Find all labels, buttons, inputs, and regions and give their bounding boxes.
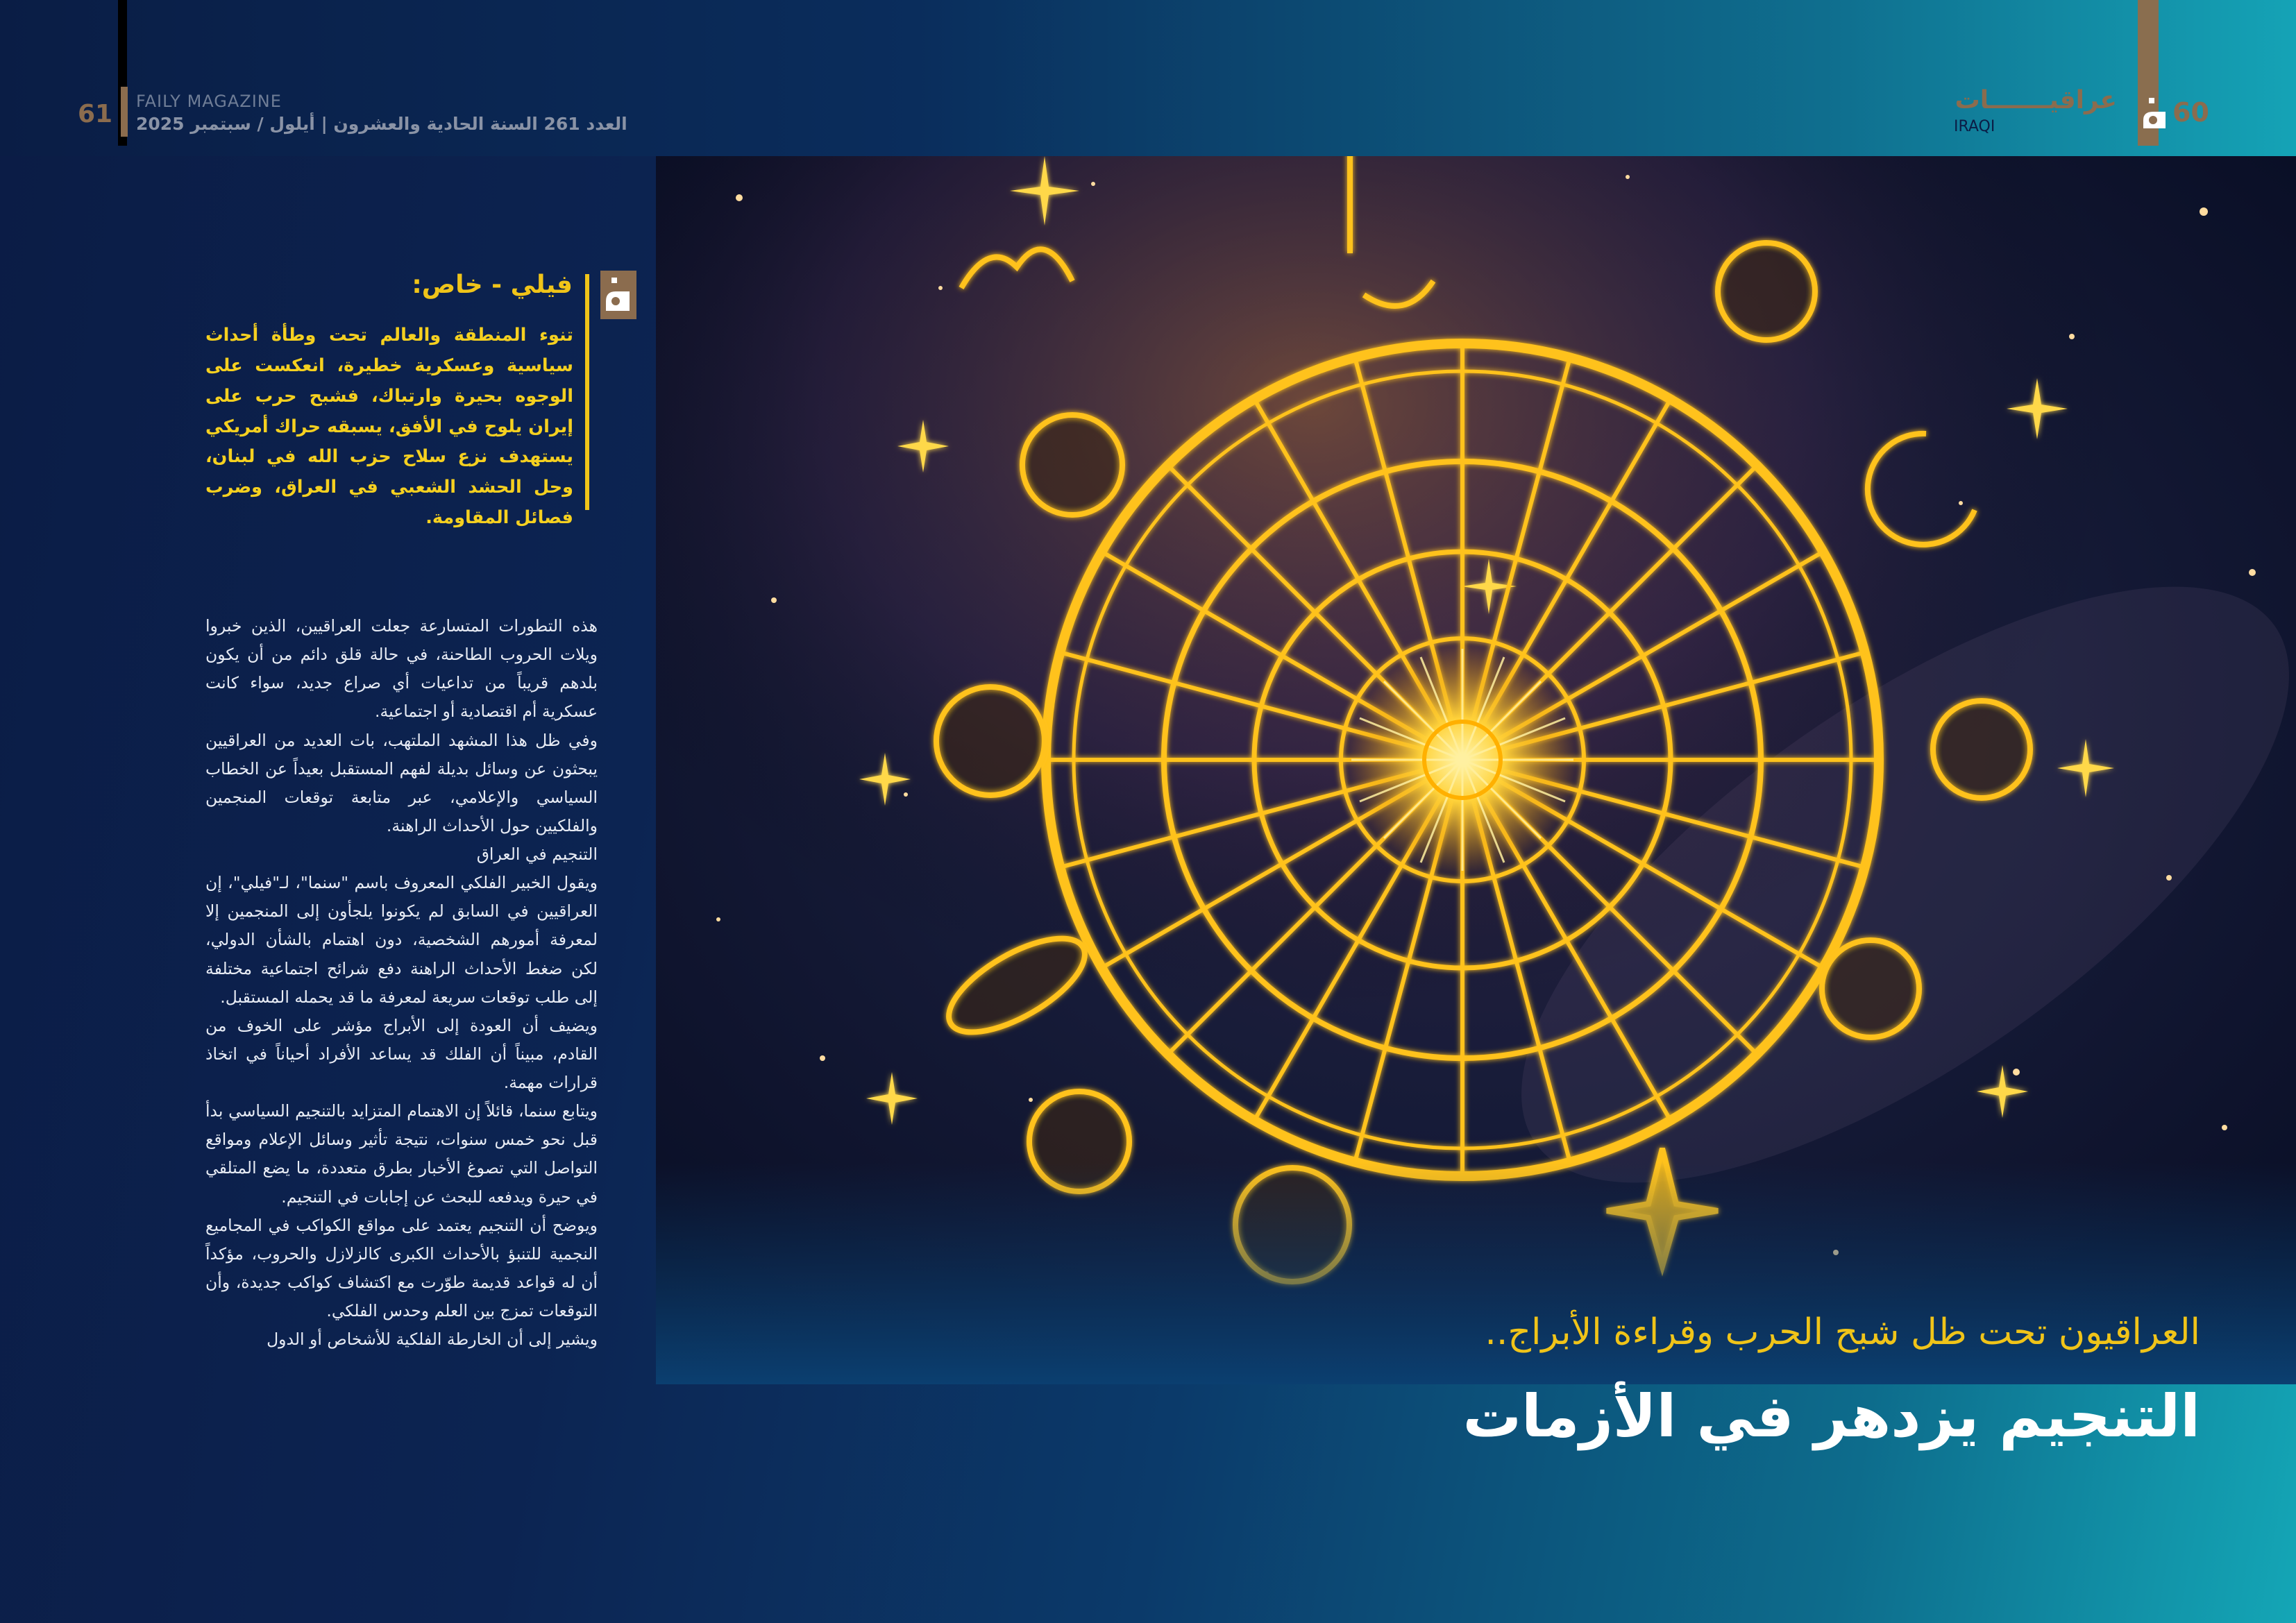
intro-text: تنوء المنطقة والعالم تحت وطأة أحداث سياسية وعسكرية خطيرة، انعكست على الوجوه بحيرة وارتباك، فشبح حرب على إيران يلوح في الأفق، يسبقه حراك أمريكي يستهدف نزع سلاح حزب الله في لبنان، وحل الحشد الشعبي في العراق، وضرب فصائل المقاومة.: [205, 325, 573, 529]
issue-line: العدد 261 السنة الحادية والعشرون | أيلول / سبتمبر 2025: [136, 114, 627, 134]
body-paragraph: ويوضح أن التنجيم يعتمد على مواقع الكواكب في المجاميع النجمية للتنبؤ بالأحداث الكبرى كالزلازل والحروب، مؤكداً أن له قواعد قديمة طوّرت مع اكتشاف كواكب جديدة، وأن التوقعات تمزج بين العلم وحدس الفلكي.: [205, 1215, 598, 1320]
article-title: التنجيم يزدهر في الأزمات: [1462, 1382, 2200, 1450]
body-subheading: التنجيم في العراق: [476, 844, 598, 864]
body-paragraph: وفي ظل هذا المشهد الملتهب، بات العديد من العراقيين يبحثون عن وسائل بديلة لفهم المستقبل بعيداً عن الخطاب السياسي والإعلامي، عبر متابعة توقعات المنجمين والفلكيين حول الأحداث الراهنة.: [205, 730, 598, 835]
section-title-en: IRAQI: [1954, 118, 1995, 135]
byline-logo-icon: [600, 271, 636, 319]
byline: فيلي - خاص:: [412, 271, 573, 299]
body-paragraph: ويشير إلى أن الخارطة الفلكية للأشخاص أو الدول: [267, 1329, 598, 1350]
section-title-ar: عراقيـــــــات: [1955, 86, 2117, 114]
magazine-name-en: FAILY MAGAZINE: [136, 92, 282, 111]
left-page-number: 61: [78, 100, 113, 128]
body-paragraph: هذه التطورات المتسارعة جعلت العراقيين، الذين خبروا ويلات الحروب الطاحنة، في حالة قلق دائم من أن يكون بلدهم قريباً من تداعيات أي صراع جديد، سواء كانت عسكرية أم اقتصادية أو اجتماعية.: [205, 616, 598, 722]
body-paragraph: ويقول الخبير الفلكي المعروف باسم "سنما"، لـ"فيلي"، إن العراقيين في السابق لم يكونوا يلجأون إلى المنجمين إلا لمعرفة أمورهم الشخصية، دون اهتمام بالشأن الدولي، لكن ضغط الأحداث الراهنة دفع شرائح اجتماعية مختلفة إلى طلب توقعات سريعة لمعرفة ما قد يحمله المستقبل.: [205, 873, 598, 1007]
intro-rule: [585, 274, 589, 510]
hero-zodiac-image: [656, 156, 2296, 1384]
body-paragraph: ويضيف أن العودة إلى الأبراج مؤشر على الخوف من القادم، مبيناً أن الفلك قد يساعد الأفراد أحياناً في اتخاذ قرارات مهمة.: [205, 1015, 598, 1092]
page-number-divider: [121, 87, 128, 137]
right-page-number: 60: [2172, 97, 2209, 128]
magazine-logo-icon: [2138, 94, 2174, 137]
article-subtitle: العراقيون تحت ظل شبح الحرب وقراءة الأبراج..: [1485, 1311, 2200, 1353]
article-body: [205, 612, 598, 1354]
body-paragraph: ويتابع سنما، قائلاً إن الاهتمام المتزايد بالتنجيم السياسي بدأ قبل نحو خمس سنوات، نتيجة تأثير وسائل الإعلام ومواقع التواصل التي تصوغ الأخبار بطرق متعددة، ما يضع المتلقي في حيرة ويدفعه للبحث عن إجابات في التنجيم.: [205, 1101, 598, 1207]
